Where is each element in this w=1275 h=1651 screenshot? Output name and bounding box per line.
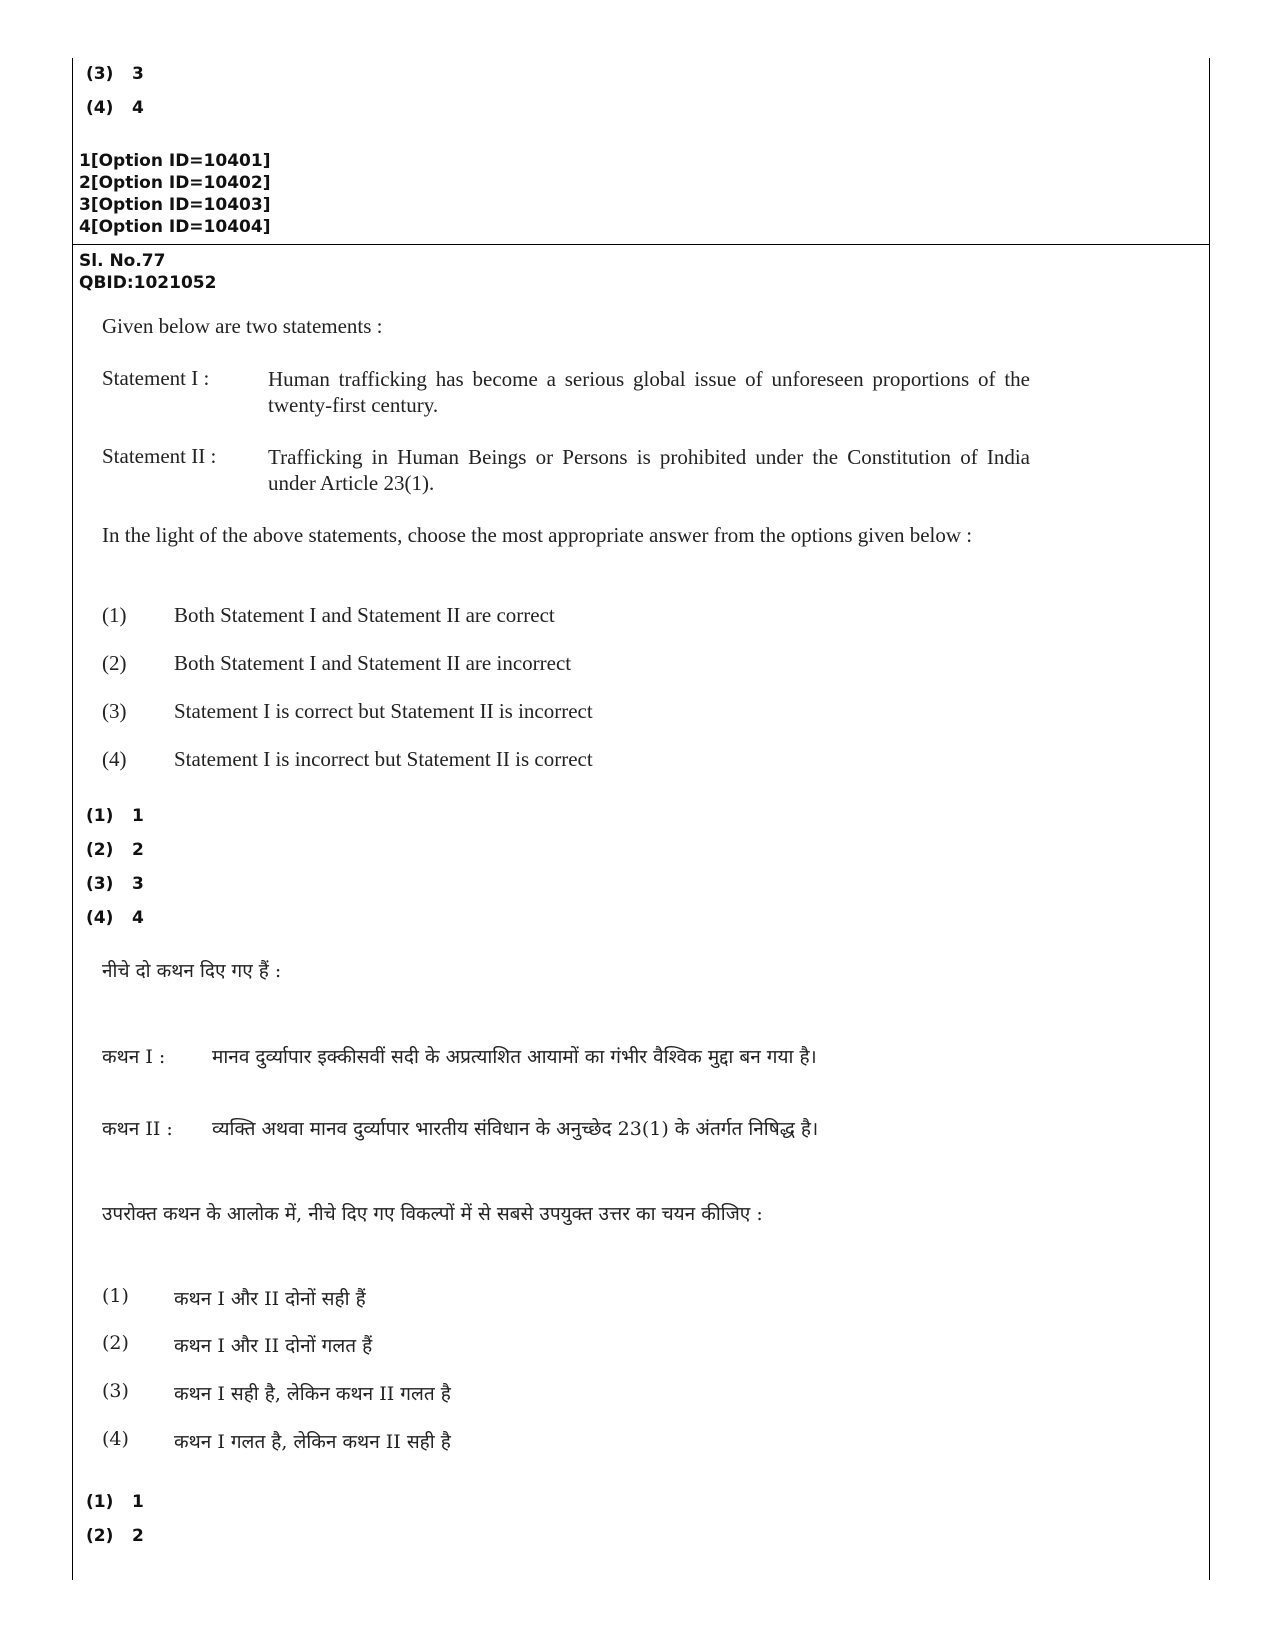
answer-option: (4) 4 — [86, 908, 144, 928]
statement-2-label: Statement II : — [102, 444, 217, 468]
answer-option: (3) 3 — [86, 874, 144, 894]
answer-option: (1) 1 — [86, 806, 144, 826]
option-id: 2[Option ID=10402] — [79, 173, 271, 193]
choice-number: (2) — [102, 651, 127, 675]
hindi-choice-number: (4) — [102, 1428, 129, 1450]
answer-option: (2) 2 — [86, 840, 144, 860]
question-divider — [72, 244, 1210, 245]
left-border — [72, 58, 73, 1580]
choice-number: (4) — [102, 747, 127, 771]
statement-1-label: Statement I : — [102, 366, 210, 390]
statement-1-text: Human trafficking has become a serious global issue of unforeseen proportions of the twenty-first century. — [268, 367, 1030, 417]
option-id: 1[Option ID=10401] — [79, 151, 271, 171]
choice-number: (3) — [102, 699, 127, 723]
hindi-choice-text: कथन I गलत है, लेकिन कथन II सही है — [174, 1431, 451, 1453]
hindi-question-instruction: उपरोक्त कथन के आलोक में, नीचे दिए गए विकल्पों में से सबसे उपयुक्त उत्तर का चयन कीजिए : — [102, 1203, 763, 1225]
option-id: 4[Option ID=10404] — [79, 217, 271, 237]
hindi-choice-number: (2) — [102, 1332, 129, 1354]
hindi-statement-1-label: कथन I : — [102, 1046, 166, 1068]
choice-text: Statement I is correct but Statement II is incorrect — [174, 699, 593, 723]
hindi-choice-number: (3) — [102, 1380, 129, 1402]
answer-option: (1) 1 — [86, 1492, 144, 1512]
hindi-choice-number: (1) — [102, 1285, 129, 1307]
hindi-statement-2-label: कथन II : — [102, 1118, 173, 1140]
hindi-statement-2-text: व्यक्ति अथवा मानव दुर्व्यापार भारतीय संविधान के अनुच्छेद 23(1) के अंतर्गत निषिद्ध है। — [212, 1118, 819, 1140]
question-bank-id: QBID:1021052 — [79, 273, 217, 293]
answer-option: (2) 2 — [86, 1526, 144, 1546]
question-instruction: In the light of the above statements, choose the most appropriate answer from the options given below : — [102, 523, 973, 547]
hindi-choice-text: कथन I और II दोनों गलत हैं — [174, 1335, 373, 1357]
choice-text: Statement I is incorrect but Statement II is correct — [174, 747, 593, 771]
choice-text: Both Statement I and Statement II are incorrect — [174, 651, 572, 675]
choice-number: (1) — [102, 603, 127, 627]
hindi-choice-text: कथन I और II दोनों सही हैं — [174, 1288, 366, 1310]
answer-option: (4) 4 — [86, 98, 144, 118]
question-intro: Given below are two statements : — [102, 314, 383, 338]
hindi-choice-text: कथन I सही है, लेकिन कथन II गलत है — [174, 1383, 451, 1405]
answer-option: (3) 3 — [86, 64, 144, 84]
option-id: 3[Option ID=10403] — [79, 195, 271, 215]
right-border — [1209, 58, 1210, 1580]
hindi-question-intro: नीचे दो कथन दिए गए हैं : — [102, 960, 282, 982]
choice-text: Both Statement I and Statement II are correct — [174, 603, 555, 627]
statement-2-text: Trafficking in Human Beings or Persons is prohibited under the Constitution of India under Article 23(1). — [268, 445, 1030, 495]
serial-number: Sl. No.77 — [79, 251, 166, 271]
hindi-statement-1-text: मानव दुर्व्यापार इक्कीसवीं सदी के अप्रत्याशित आयामों का गंभीर वैश्विक मुद्दा बन गया है। — [212, 1046, 817, 1068]
